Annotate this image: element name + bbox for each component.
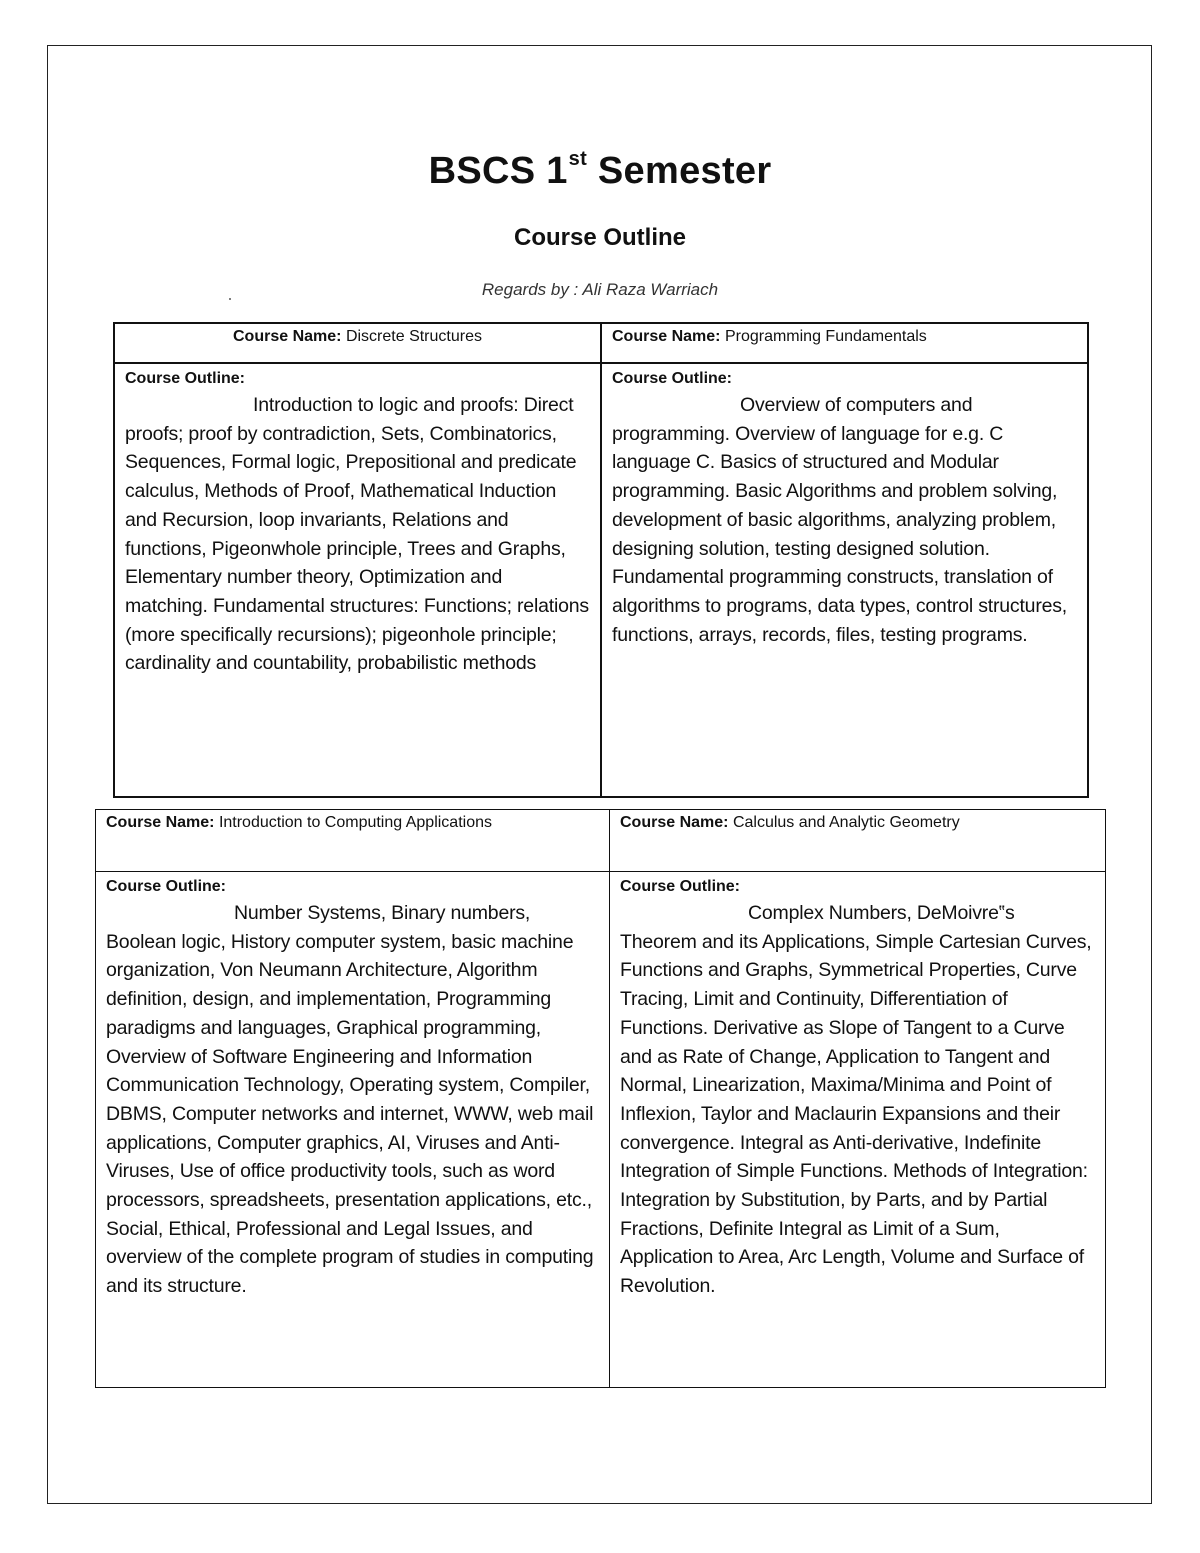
course-name-computing-applications: Introduction to Computing Applications xyxy=(218,814,492,831)
course-name-row xyxy=(96,810,1106,872)
title-main: BSCS 1 xyxy=(428,150,568,192)
title-superscript: st xyxy=(568,148,588,170)
course-outline-label: Course Outline: xyxy=(620,878,741,895)
page-subtitle: Course Outline xyxy=(513,224,687,251)
course-name-programming-fundamentals: Programming Fundamentals xyxy=(724,328,927,345)
course-outline-label: Course Outline: xyxy=(612,370,733,387)
course-outline-cell-computing-applications xyxy=(96,872,610,1388)
course-name-calculus: Calculus and Analytic Geometry xyxy=(732,814,960,831)
course-table-bottom xyxy=(95,809,1106,1388)
course-outline-row xyxy=(114,363,1088,797)
course-outline-calculus: Complex Numbers, DeMoivre‟s Theorem and its Applications, Simple Cartesian Curves, Functions and Graphs, Symmetrical Properties, Curve Tracing, Limit and Continuity, Differentiation of Functions. Derivative as Slope of Tangent to a Curve and as Rate of Change, Application to Tangent and Normal, Linearization, Maxima/Minima and Point of Inflexion, Taylor and Maclaurin Expansions and their convergence. Integral as Anti-derivative, Indefinite Integration of Simple Functions. Methods of Integration: Integration by Substitution, by Parts, and by Partial Fractions, Definite Integral as Limit of a Sum, Application to Area, Arc Length, Volume and Surface of Revolution. xyxy=(620,902,1092,1298)
course-outline-cell-discrete-structures xyxy=(114,363,601,797)
course-name-row xyxy=(114,323,1088,363)
page-title xyxy=(0,148,1200,193)
course-name-cell-programming-fundamentals xyxy=(601,323,1088,363)
course-outline-row xyxy=(96,872,1106,1388)
course-outline-label: Course Outline: xyxy=(106,878,227,895)
course-outline-computing-applications: Number Systems, Binary numbers, Boolean logic, History computer system, basic machine organization, Von Neumann Architecture, Algorithm definition, design, and implementation, Programming paradigms and languages, Graphical programming, Overview of Software Engineering and Information Communication Technology, Operating system, Compiler, DBMS, Computer networks and internet, WWW, web mail applications, Computer graphics, AI, Viruses and Anti-Viruses, Use of office productivity tools, such as word processors, spreadsheets, presentation applications, etc., Social, Ethical, Professional and Legal Issues, and overview of the complete program of studies in computing and its structure. xyxy=(106,902,594,1298)
course-outline-label: Course Outline: xyxy=(125,370,246,387)
course-name-cell-discrete-structures xyxy=(114,323,601,363)
regards-line: Regards by : Ali Raza Warriach xyxy=(481,280,719,299)
course-table-top xyxy=(113,322,1089,798)
course-name-cell-computing-applications xyxy=(96,810,610,872)
course-outline-discrete-structures: Introduction to logic and proofs: Direct proofs; proof by contradiction, Sets, Combinatorics, Sequences, Formal logic, Prepositional and predicate calculus, Methods of Proof, Mathematical Induction and Recursion, loop invariants, Relations and functions, Pigeonwhole principle, Trees and Graphs, Elementary number theory, Optimization and matching. Fundamental structures: Functions; relations (more specifically recursions); pigeonhole principle; cardinality and countability, probabilistic methods xyxy=(125,394,589,675)
course-name-label: Course Name: xyxy=(106,814,215,831)
course-name-discrete-structures: Discrete Structures xyxy=(345,328,482,345)
course-name-cell-calculus xyxy=(610,810,1106,872)
course-name-label: Course Name: xyxy=(612,328,721,345)
course-name-label: Course Name: xyxy=(233,328,342,345)
course-name-label: Course Name: xyxy=(620,814,729,831)
course-outline-cell-programming-fundamentals xyxy=(601,363,1088,797)
course-outline-programming-fundamentals: Overview of computers and programming. Overview of language for e.g. C language C. Basics of structured and Modular programming. Basic Algorithms and problem solving, development of basic algorithms, analyzing problem, designing solution, testing designed solution. Fundamental programming constructs, translation of algorithms to programs, data types, control structures, functions, arrays, records, files, testing programs. xyxy=(612,394,1068,646)
title-end: Semester xyxy=(587,150,772,192)
stray-dot xyxy=(229,298,231,300)
course-outline-cell-calculus xyxy=(610,872,1106,1388)
